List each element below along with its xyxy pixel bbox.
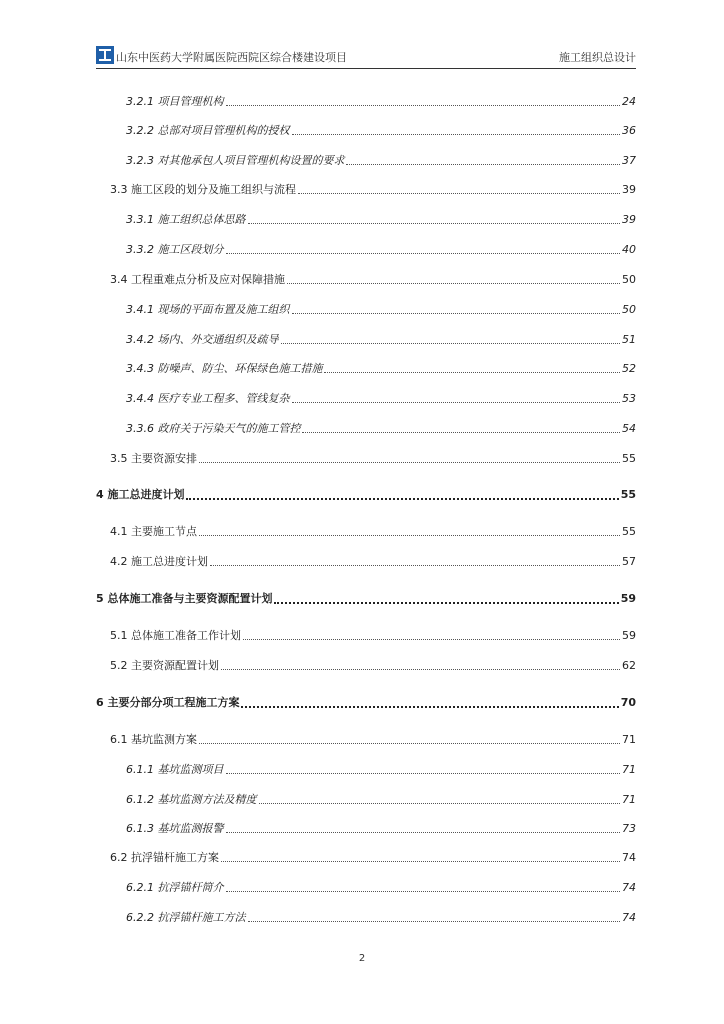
document-title: 施工组织总设计 [559, 51, 636, 64]
toc-entry[interactable] [96, 524, 636, 540]
toc-entry-title: 6.1 基坑监测方案 [110, 733, 197, 746]
toc-entry-title: 4 施工总进度计划 [96, 488, 185, 501]
toc-entry-title: 3.5 主要资源安排 [110, 452, 197, 465]
toc-entry-page: 71 [622, 763, 636, 776]
toc-entry[interactable] [96, 451, 636, 467]
toc-entry-title: 3.4.3 防噪声、防尘、环保绿色施工措施 [126, 362, 323, 375]
toc-entry[interactable] [96, 421, 636, 437]
toc-dot-leader [324, 361, 620, 373]
toc-dot-leader [221, 850, 620, 862]
toc-entry-page: 55 [620, 488, 636, 501]
toc-entry-title: 6.1.3 基坑监测报警 [126, 822, 224, 835]
toc-entry-page: 40 [622, 243, 636, 256]
toc-entry-page: 62 [622, 659, 636, 672]
toc-entry[interactable] [96, 332, 636, 348]
toc-entry-title: 6.2.2 抗浮锚杆施工方法 [126, 911, 246, 924]
toc-entry[interactable] [96, 272, 636, 288]
toc-entry-page: 59 [622, 629, 636, 642]
toc-entry[interactable] [96, 792, 636, 808]
toc-dot-leader [241, 695, 618, 708]
toc-entry-title: 3.4.1 现场的平面布置及施工组织 [126, 303, 290, 316]
toc-entry[interactable] [96, 880, 636, 896]
toc-entry[interactable] [96, 182, 636, 198]
toc-entry-title: 3.3.1 施工组织总体思路 [126, 213, 246, 226]
toc-entry[interactable] [96, 762, 636, 778]
toc-entry[interactable] [96, 554, 636, 570]
toc-entry-page: 37 [622, 154, 636, 167]
toc-dot-leader [226, 821, 621, 833]
toc-dot-leader [302, 421, 620, 433]
toc-entry[interactable] [96, 591, 636, 607]
toc-entry[interactable] [96, 850, 636, 866]
toc-entry-title: 3.3.2 施工区段划分 [126, 243, 224, 256]
toc-entry[interactable] [96, 487, 636, 503]
toc-entry[interactable] [96, 242, 636, 258]
toc-entry-page: 74 [622, 851, 636, 864]
toc-entry-page: 70 [620, 696, 636, 709]
page-number: 2 [358, 953, 366, 964]
toc-entry-page: 71 [622, 793, 636, 806]
toc-entry-page: 59 [620, 592, 636, 605]
toc-entry-title: 3.4.2 场内、外交通组织及疏导 [126, 333, 279, 346]
toc-dot-leader [292, 123, 621, 135]
toc-entry-title: 4.2 施工总进度计划 [110, 555, 208, 568]
toc-entry-page: 55 [622, 452, 636, 465]
toc-entry[interactable] [96, 302, 636, 318]
toc-entry-title: 5.2 主要资源配置计划 [110, 659, 219, 672]
toc-entry-title: 6.2 抗浮锚杆施工方案 [110, 851, 219, 864]
toc-entry-page: 71 [622, 733, 636, 746]
toc-entry-page: 74 [622, 911, 636, 924]
toc-dot-leader [298, 182, 620, 194]
toc-entry-page: 39 [622, 183, 636, 196]
toc-entry[interactable] [96, 94, 636, 110]
toc-dot-leader [274, 591, 618, 604]
toc-dot-leader [226, 762, 621, 774]
toc-entry-title: 3.4.4 医疗专业工程多、管线复杂 [126, 392, 290, 405]
toc-entry-title: 5 总体施工准备与主要资源配置计划 [96, 592, 273, 605]
toc-dot-leader [210, 554, 620, 566]
toc-entry[interactable] [96, 821, 636, 837]
toc-entry-page: 50 [622, 303, 636, 316]
toc-entry-title: 3.4 工程重难点分析及应对保障措施 [110, 273, 285, 286]
toc-entry[interactable] [96, 212, 636, 228]
toc-dot-leader [287, 272, 620, 284]
toc-entry-page: 52 [622, 362, 636, 375]
project-title: 山东中医药大学附属医院西院区综合楼建设项目 [116, 51, 347, 64]
toc-entry-page: 51 [622, 333, 636, 346]
toc-dot-leader [292, 302, 621, 314]
page-header [96, 44, 636, 69]
toc-entry-title: 6.1.2 基坑监测方法及精度 [126, 793, 257, 806]
toc-dot-leader [248, 212, 621, 224]
toc-dot-leader [292, 391, 621, 403]
toc-entry-title: 6 主要分部分项工程施工方案 [96, 696, 240, 709]
toc-entry-title: 6.1.1 基坑监测项目 [126, 763, 224, 776]
toc-entry-page: 36 [622, 124, 636, 137]
toc-dot-leader [281, 332, 621, 344]
toc-entry-page: 53 [622, 392, 636, 405]
toc-entry-page: 50 [622, 273, 636, 286]
toc-dot-leader [226, 242, 621, 254]
toc-entry-title: 3.3.6 政府关于污染天气的施工管控 [126, 422, 301, 435]
toc-dot-leader [226, 880, 621, 892]
toc-entry-title: 3.3 施工区段的划分及施工组织与流程 [110, 183, 296, 196]
toc-entry-page: 55 [622, 525, 636, 538]
toc-entry-page: 74 [622, 881, 636, 894]
toc-dot-leader [248, 910, 621, 922]
toc-dot-leader [199, 732, 620, 744]
toc-entry-page: 54 [622, 422, 636, 435]
toc-dot-leader [186, 487, 618, 500]
toc-entry[interactable] [96, 695, 636, 711]
toc-entry[interactable] [96, 658, 636, 674]
toc-entry-title: 5.1 总体施工准备工作计划 [110, 629, 241, 642]
toc-entry-title: 6.2.1 抗浮锚杆简介 [126, 881, 224, 894]
toc-entry-title: 3.2.2 总部对项目管理机构的授权 [126, 124, 290, 137]
toc-entry-title: 4.1 主要施工节点 [110, 525, 197, 538]
toc-dot-leader [259, 792, 621, 804]
toc-entry-page: 24 [622, 95, 636, 108]
toc-entry-page: 73 [622, 822, 636, 835]
toc-entry[interactable] [96, 123, 636, 139]
toc-entry-page: 57 [622, 555, 636, 568]
toc-entry[interactable] [96, 361, 636, 377]
toc-entry[interactable] [96, 391, 636, 407]
toc-entry-title: 3.2.3 对其他承包人项目管理机构设置的要求 [126, 154, 345, 167]
toc-dot-leader [243, 628, 620, 640]
toc-entry[interactable] [96, 153, 636, 169]
company-logo-icon [96, 46, 114, 64]
toc-entry[interactable] [96, 910, 636, 926]
toc-dot-leader [226, 94, 621, 106]
toc-entry[interactable] [96, 732, 636, 748]
toc-entry-title: 3.2.1 项目管理机构 [126, 95, 224, 108]
toc-dot-leader [199, 524, 620, 536]
toc-dot-leader [346, 153, 620, 165]
toc-dot-leader [199, 451, 620, 463]
toc-dot-leader [221, 658, 620, 670]
toc-entry[interactable] [96, 628, 636, 644]
toc-entry-page: 39 [622, 213, 636, 226]
